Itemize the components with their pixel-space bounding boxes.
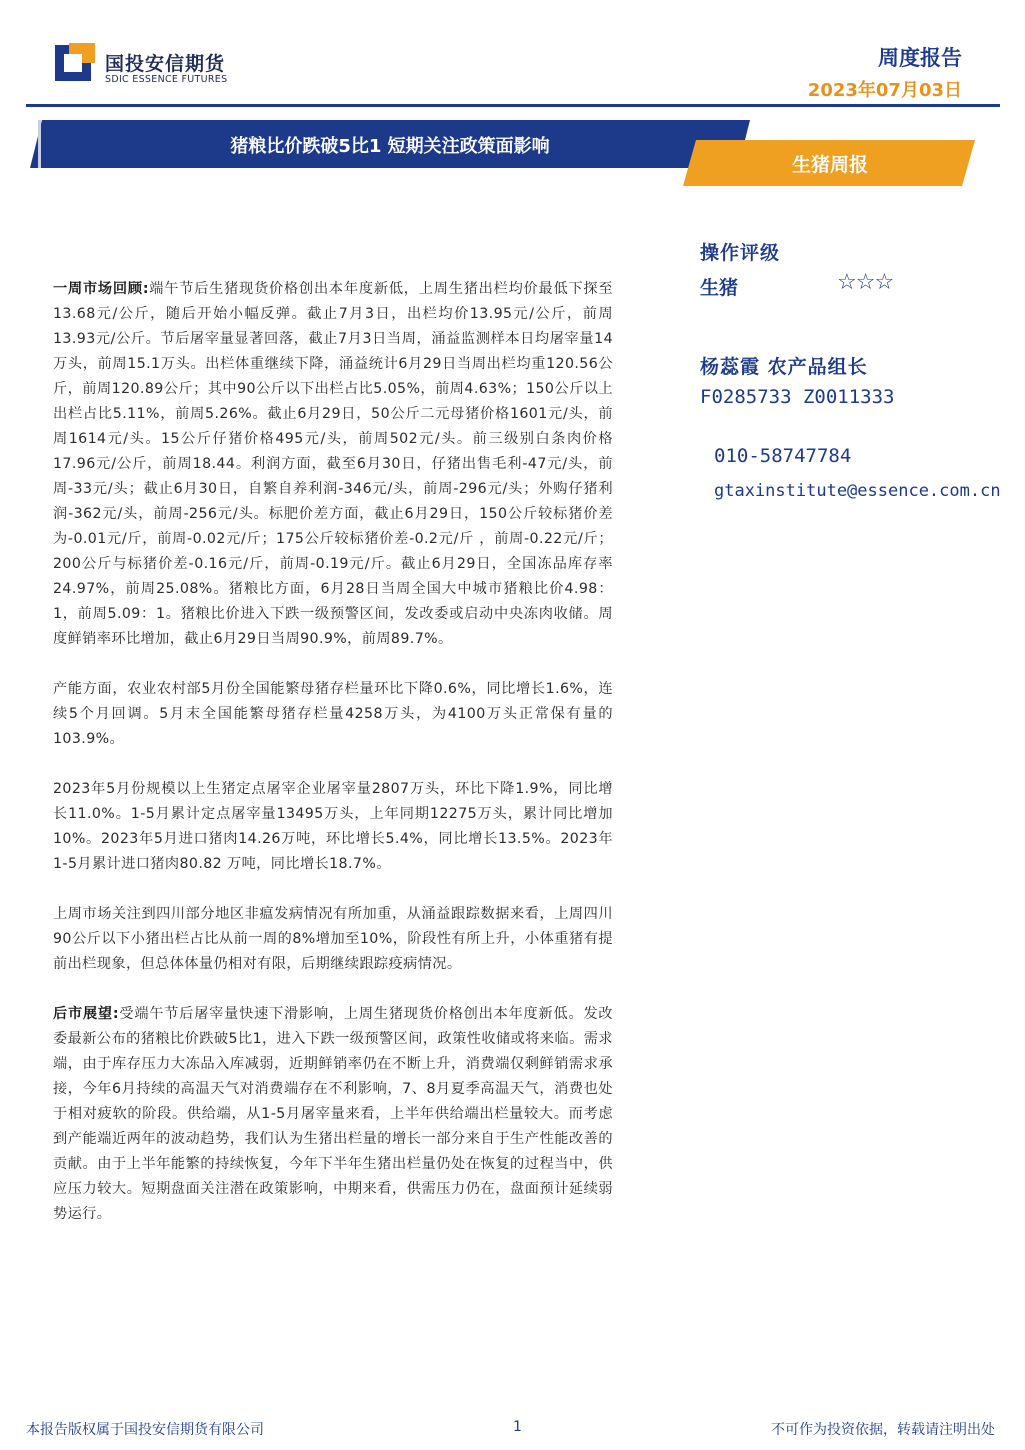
paragraph-slaughter: 2023年5月份规模以上生猪定点屠宰企业屠宰量2807万头，环比下降1.9%，同比增长11.0%。1-5月累计定点屠宰量13495万头，上年同期12275万头，累计同比增加10%。2023年5月进口猪肉14.26万吨，环比增长5.4%，同比增长13.5%。2023年1-5月累计进口猪肉80.82 万吨，同比增长18.7%。: [53, 781, 613, 872]
header-divider: [26, 104, 1000, 107]
logo-text-cn: 国投安信期货: [105, 53, 226, 75]
rating-stars-icon: ☆☆☆: [837, 270, 894, 295]
report-category-tag: 生猪周报: [791, 154, 868, 176]
page-number: 1: [513, 1419, 522, 1435]
analyst-license: F0285733 Z0011333: [700, 386, 895, 408]
rating-heading: 操作评级: [700, 242, 781, 264]
outlook-lead: 后市展望:: [53, 1006, 119, 1022]
paragraph-capacity: 产能方面，农业农村部5月份全国能繁母猪存栏量环比下降0.6%，同比增长1.6%，连续5个月回调。5月末全国能繁母猪存栏量4258万头，为4100万头正常保有量的103.9%。: [53, 681, 613, 747]
report-type: 周度报告: [878, 46, 962, 70]
contact-email[interactable]: gtaxinstitute@essence.com.cn: [714, 481, 1001, 501]
logo-text-en: SDIC ESSENCE FUTURES: [105, 74, 228, 85]
weekly-review-lead: 一周市场回顾:: [53, 281, 149, 297]
company-logo: [55, 43, 265, 87]
contact-phone: 010-58747784: [714, 445, 852, 467]
report-date: 2023年07月03日: [807, 80, 962, 101]
rating-item: 生猪: [700, 277, 739, 299]
report-title: 猪粮比价跌破5比1 短期关注政策面影响: [230, 136, 550, 157]
footer-copyright: 本报告版权属于国投安信期货有限公司: [26, 1422, 264, 1438]
paragraph-weekly-review: [53, 277, 613, 652]
paragraph-sichuan: 上周市场关注到四川部分地区非瘟发病情况有所加重，从涌益跟踪数据来看，上周四川90公斤以下小猪出栏占比从前一周的8%增加至10%，阶段性有所上升，小体重猪有提前出栏现象，但总体体量仍相对有限，后期继续跟踪疫病情况。: [53, 906, 613, 972]
footer-disclaimer: 不可作为投资依据，转载请注明出处: [771, 1422, 995, 1438]
analyst-name: 杨蕊霞 农产品组长: [700, 356, 868, 378]
outlook-text: 受端午节后屠宰量快速下滑影响，上周生猪现货价格创出本年度新低。发改委最新公布的猪粮比价跌破5比1，进入下跌一级预警区间，政策性收储或将来临。需求端，由于库存压力大冻品入库减弱，近期鲜销率仍在不断上升，消费端仅剩鲜销需求承接，今年6月持续的高温天气对消费端存在不利影响，7、8月夏季高温天气，消费也处于相对疲软的阶段。供给端，从1-5月屠宰量来看，上半年供给端出栏量较大。而考虑到产能端近两年的波动趋势，我们认为生猪出栏量的增长一部分来自于生产性能改善的贡献。由于上半年能繁的持续恢复，今年下半年生猪出栏量仍处在恢复的过程当中，供应压力较大。短期盘面关注潜在政策影响，中期来看，供需压力仍在，盘面预计延续弱势运行。: [53, 1006, 613, 1222]
report-body: [53, 277, 613, 1252]
logo-mark-icon: [55, 43, 95, 83]
paragraph-outlook: [53, 1002, 613, 1227]
weekly-review-text: 端午节后生猪现货价格创出本年度新低，上周生猪出栏均价最低下探至13.68元/公斤，随后开始小幅反弹。截止7月3日，出栏均价13.95元/公斤，前周13.93元/公斤。节后屠宰量显著回落，截止7月3日当周，涌益监测样本日均屠宰量14万头，前周15.1万头。出栏体重继续下降，涌益统计6月29日当周出栏均重120.56公斤，前周120.89公斤；其中90公斤以下出栏占比5.05%，前周4.63%；150公斤以上出栏占比5.11%，前周5.26%。截止6月29日，50公斤二元母猪价格1601元/头，前周1614元/头。15公斤仔猪价格495元/头，前周502元/头。前三级别白条肉价格17.96元/公斤，前周18.44。利润方面，截至6月30日，仔猪出售毛利-47元/头，前周-33元/头；截止6月30日，自繁自养利润-346元/头，前周-296元/头；外购仔猪利润-362元/头，前周-256元/头。标肥价差方面，截止6月29日，150公斤较标猪价差为-0.01元/斤，前周-0.02元/斤；175公斤较标猪价差-0.2元/斤 ，前周-0.22元/斤；200公斤与标猪价差-0.16元/斤，前周-0.19元/斤。截止6月29日，全国冻品库存率24.97%，前周25.08%。猪粮比方面，6月28日当周全国大中城市猪粮比价4.98：1，前周5.09：1。猪粮比价进入下跌一级预警区间，发改委或启动中央冻肉收储。周度鲜销率环比增加，截止6月29日当周90.9%，前周89.7%。: [53, 281, 613, 647]
